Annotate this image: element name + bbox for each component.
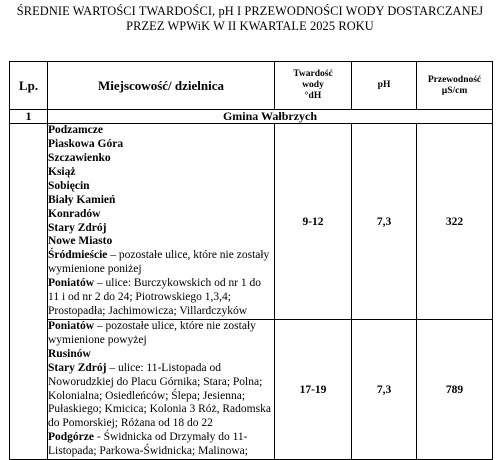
header-lp: Lp. [10,62,48,110]
header-ph: pH [352,62,417,110]
district-name: Biały Kamień [48,193,116,206]
location-entry [48,166,274,180]
header-hardness-line: wody [302,80,324,90]
header-hardness [275,62,352,110]
table-row [10,124,493,320]
section-number: 1 [10,110,48,124]
section-name: Gmina Wałbrzych [48,110,493,124]
header-conductivity-line: Przewodność [427,74,482,85]
district-name: Konradów [48,207,101,220]
header-conductivity [417,62,493,110]
location-entry [48,138,274,152]
title-line-1: ŚREDNIE WARTOŚCI TWARDOŚCI, pH I PRZEWODNOŚCI WODY DOSTARCZANEJ [16,4,484,18]
district-name: Szczawienko [48,151,111,164]
section-row [10,110,493,124]
district-streets: – pozostałe ulice, które nie zostały wymienione poniżej [48,249,270,276]
district-name: Piaskowa Góra [48,138,124,151]
table-header-row [10,62,493,110]
district-name: Książ [48,165,76,178]
location-entry [48,208,274,222]
district-name: Poniatów [48,320,94,332]
location-entry [48,362,274,432]
district-streets: - Świdnicka od Drzymały do 11-Listopada; Parkowa-Świdnicka; Malinowa; [48,431,248,458]
location-entry [48,431,274,459]
hardness-value: 9-12 [275,124,352,320]
location-entry [48,124,274,138]
district-name: Stary Zdrój [48,221,107,234]
location-entry [48,194,274,208]
location-entry [48,320,274,348]
ph-value: 7,3 [352,320,417,460]
location-entry [48,235,274,249]
location-entry [48,180,274,194]
district-name: Poniatów [48,277,94,290]
district-name: Nowe Miasto [48,235,113,248]
district-name: Podgórze [48,431,94,444]
district-name: Stary Zdrój [48,361,107,374]
location-entry [48,222,274,236]
location-entry [48,249,274,277]
district-streets: – pozostałe ulice, które nie zostały wymienione powyżej [48,320,256,346]
location-entry [48,277,274,319]
water-quality-table [9,61,493,460]
district-name: Podzamcze [48,124,103,137]
location-entry [48,348,274,362]
header-hardness-line: °dH [304,91,322,101]
table-row [10,320,493,460]
district-streets: – ulice: 11-Listopada od Noworudzkiej do Placu Górnika; Stara; Polna; Kolonialna; Osiedleńców; Ślepa; Jesienna; Pułaskiego; Kmicica; Kolonia 3 Róż, Radomska do Pomorskiej; Różana od 18 do 22 [48,361,271,430]
conductivity-value: 322 [417,124,493,320]
header-conductivity-line: µS/cm [441,85,468,96]
location-cell [48,320,275,460]
header-location: Miejscowość/ dzielnica [48,62,275,110]
district-name: Sobięcin [48,179,90,192]
header-hardness-line: Twardość [293,69,333,79]
hardness-value: 17-19 [275,320,352,460]
district-name: Rusinów [48,347,91,360]
location-cell [48,124,275,320]
conductivity-value: 789 [417,320,493,460]
title-line-2: PRZEZ WPWiK W II KWARTALE 2025 ROKU [126,19,374,33]
district-name: Śródmieście [48,249,108,262]
ph-value: 7,3 [352,124,417,320]
empty-lp-cell [10,124,48,460]
district-streets: – ulice: Burczykowskich od nr 1 do 11 i od nr 2 do 24; Piotrowskiego 1,3,4; Prostopadła; Jachimowicza; Villardczyków [48,277,262,317]
document-title [0,4,500,34]
location-entry [48,152,274,166]
